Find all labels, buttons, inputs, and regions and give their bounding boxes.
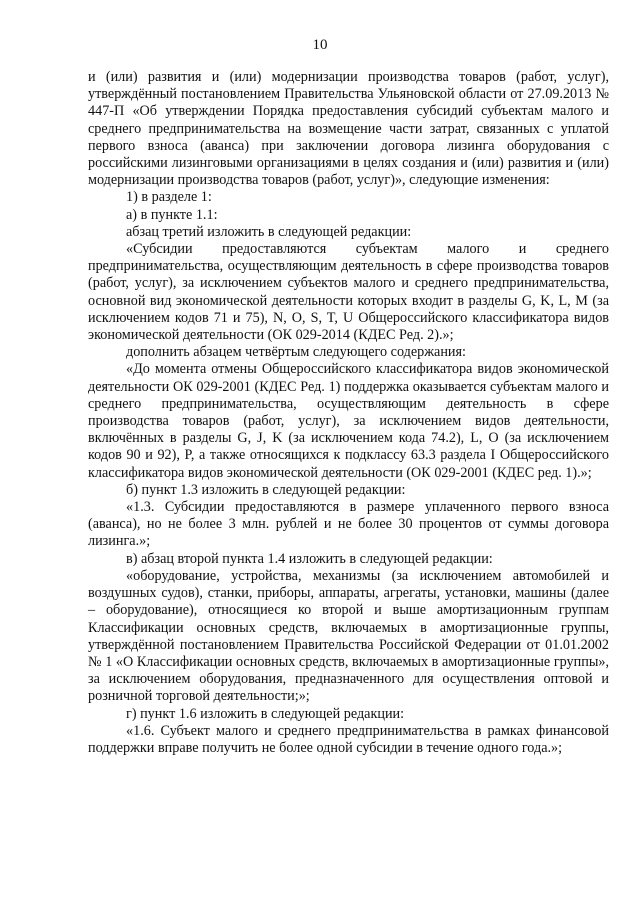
paragraph: 1) в разделе 1: <box>126 189 212 206</box>
paragraph: дополнить абзацем четвёртым следующего содержания: <box>126 344 466 361</box>
paragraph: б) пункт 1.3 изложить в следующей редакции: <box>126 481 406 498</box>
paragraph: «1.6. Субъект малого и среднего предпринимательства в рамках финансовой поддержки вправе получить не более одной субсидии в течение одного года.»; <box>88 722 609 756</box>
page-number: 10 <box>312 37 328 53</box>
paragraph: г) пункт 1.6 изложить в следующей редакции: <box>126 705 405 722</box>
paragraph: «Субсидии предоставляются субъектам малого и среднего предпринимательства, осуществляющим деятельность в сфере производства товаров (работ, услуг), за исключением субъектов малого и среднего предпринимательства, основной вид экономической деятельности которых входит в разделы G, K, L, M (за исключением кодов 71 и 75), N, O, S, T, U Общероссийского классификатора видов экономической деятельности (ОК 029-2014 (КДЕС Ред. 2).»; <box>88 241 609 344</box>
paragraph: «До момента отмены Общероссийского классификатора видов экономической деятельности ОК 029-2001 (КДЕС Ред. 1) поддержка оказывается субъектам малого и среднего предпринимательства, осуществляющим деятельность в сфере производства товаров (работ, услуг), за исключением видов деятельности, включённых в разделы G, J, K (за исключением кода 74.2), L, O (за исключением кодов 90 и 92), P, а также относящихся к подклассу 63.3 раздела I Общероссийского классификатора видов экономической деятельности (ОК 029-2001 (КДЕС ред. 1).»; <box>88 361 609 481</box>
document-body <box>88 69 609 757</box>
paragraph: абзац третий изложить в следующей редакции: <box>126 223 412 240</box>
paragraph: «1.3. Субсидии предоставляются в размере уплаченного первого взноса (аванса), но не более 3 млн. рублей и не более 30 процентов от суммы договора лизинга.»; <box>88 499 609 550</box>
paragraph: «оборудование, устройства, механизмы (за исключением автомобилей и воздушных судов), станки, приборы, аппараты, агрегаты, установки, машины (далее – оборудование), относящиеся ко второй и выше амортизационным группам Классификации основных средств, включаемых в амортизационные группы, утверждённой постановлением Правительства Российской Федерации от 01.01.2002 № 1 «О Классификации основных средств, включаемых в амортизационные группы», за исключением оборудования, предназначенного для осуществления оптовой и розничной торговой деятельности;»; <box>88 567 609 705</box>
paragraph: а) в пункте 1.1: <box>126 206 218 223</box>
paragraph: и (или) развития и (или) модернизации производства товаров (работ, услуг), утверждённый постановлением Правительства Ульяновской области от 27.09.2013 № 447-П «Об утверждении Порядка предоставления субсидий субъектам малого и среднего предпринимательства на возмещение части затрат, связанных с уплатой первого взноса (аванса) при заключении договора лизинга оборудования с российскими лизинговыми организациями в целях создания и (или) развития и (или) модернизации производства товаров (работ, услуг)», следующие изменения: <box>88 69 609 189</box>
paragraph: в) абзац второй пункта 1.4 изложить в следующей редакции: <box>126 550 493 567</box>
